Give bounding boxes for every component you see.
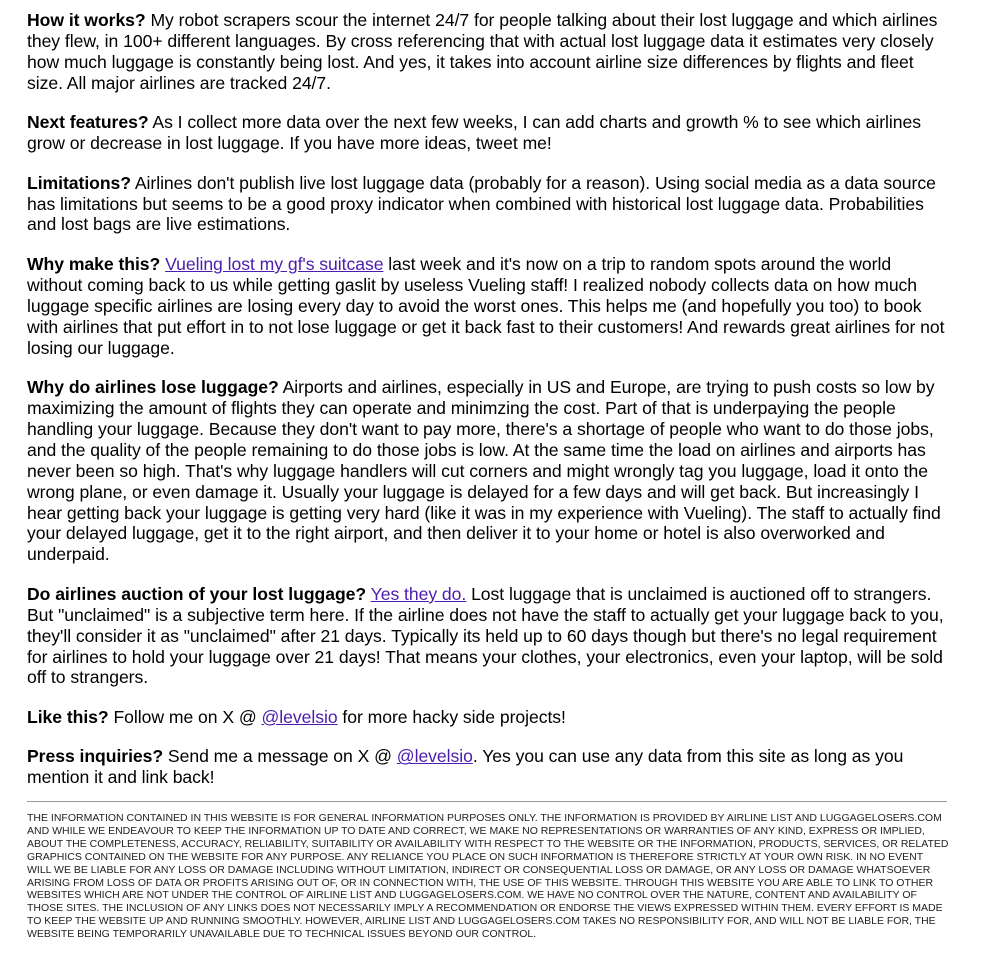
faq-next-features (27, 112, 949, 154)
legal-disclaimer: THE INFORMATION CONTAINED IN THIS WEBSITE IS FOR GENERAL INFORMATION PURPOSES ONLY. THE INFORMATION IS PROVIDED BY AIRLINE LIST AND LUGGAGELOSERS.COM AND WHILE WE ENDEAVOUR TO KEEP THE INFORMATION UP TO DATE AND CORRECT, WE MAKE NO REPRESENTATIONS OR WARRANTIES OF ANY KIND, EXPRESS OR IMPLIED, ABOUT THE COMPLETENESS, ACCURACY, RELIABILITY, SUITABILITY OR AVAILABILITY WITH RESPECT TO THE WEBSITE OR THE INFORMATION, PRODUCTS, SERVICES, OR RELATED GRAPHICS CONTAINED ON THE WEBSITE FOR ANY PURPOSE. ANY RELIANCE YOU PLACE ON SUCH INFORMATION IS THEREFORE STRICTLY AT YOUR OWN RISK. IN NO EVENT WILL WE BE LIABLE FOR ANY LOSS OR DAMAGE INCLUDING WITHOUT LIMITATION, INDIRECT OR CONSEQUENTIAL LOSS OR DAMAGE, OR ANY LOSS OR DAMAGE WHATSOEVER ARISING FROM LOSS OF DATA OR PROFITS ARISING OUT OF, OR IN CONNECTION WITH, THE USE OF THIS WEBSITE. THROUGH THIS WEBSITE YOU ARE ABLE TO LINK TO OTHER WEBSITES WHICH ARE NOT UNDER THE CONTROL OF AIRLINE LIST AND LUGGAGELOSERS.COM. WE HAVE NO CONTROL OVER THE NATURE, CONTENT AND AVAILABILITY OF THOSE SITES. THE INCLUSION OF ANY LINKS DOES NOT NECESSARILY IMPLY A RECOMMENDATION OR ENDORSE THE VIEWS EXPRESSED WITHIN THEM. EVERY EFFORT IS MADE TO KEEP THE WEBSITE UP AND RUNNING SMOOTHLY. HOWEVER, AIRLINE LIST AND LUGGAGELOSERS.COM TAKES NO RESPONSIBILITY FOR, AND WILL NOT BE LIABLE FOR, THE WEBSITE BEING TEMPORARILY UNAVAILABLE DUE TO TECHNICAL ISSUES BEYOND OUR CONTROL. (27, 812, 949, 941)
footer-divider (27, 801, 947, 802)
faq-heading: Why make this? (27, 253, 161, 274)
faq-body: Airlines don't publish live lost luggage data (probably for a reason). Using social media as a data source has limitations but seems to be a good proxy indicator when combined with historical lost luggage data. Probabilities and lost bags are live estimations. (27, 172, 936, 235)
vueling-suitcase-link[interactable]: Vueling lost my gf's suitcase (165, 253, 384, 274)
faq-heading: Next features? (27, 112, 149, 133)
faq-body: As I collect more data over the next few weeks, I can add charts and growth % to see which airlines grow or decrease in lost luggage. If you have more ideas, tweet me! (27, 112, 921, 154)
faq-press (27, 746, 949, 788)
faq-heading: How it works? (27, 10, 146, 30)
faq-auction (27, 584, 949, 689)
faq-heading: Like this? (27, 706, 109, 727)
faq-heading: Do airlines auction of your lost luggage? (27, 583, 367, 604)
faq-content (27, 10, 949, 807)
yes-they-do-link[interactable]: Yes they do. (370, 583, 467, 604)
faq-body: Send me a message on X @ (163, 746, 397, 767)
faq-body: Airports and airlines, especially in US and Europe, are trying to push costs so low by maximizing the amount of flights they can operate and minimzing the cost. Part of that is underpaying the people handling your luggage. Because they don't want to pay more, there's a shortage of people who want to do those jobs, and the quality of the people remaining to do those jobs is low. At the same time the load on airlines and airports has never been so high. That's why luggage handlers will cut corners and might wrongly tag you luggage, load it onto the wrong plane, or even damage it. Usually your luggage is delayed for a few days and will get back. But increasingly I hear getting back your luggage is getting very hard (like it was in my experience with Vueling). The staff to actually find your delayed luggage, get it to the right airport, and then deliver it to your home or hotel is also overworked and underpaid. (27, 377, 941, 565)
faq-heading: Press inquiries? (27, 746, 164, 767)
faq-body: . Yes you can use any data from this site as long as you mention it and link back! (27, 746, 904, 788)
faq-body: last week and it's now on a trip to random spots around the world without coming back to us while getting gaslit by useless Vueling staff! I realized nobody collects data on how much luggage specific airlines are losing every day to avoid the worst ones. This helps me (and hopefully you too) to book with airlines that put effort in to not lose luggage or get it back fast to their customers! And rewards great airlines for not losing our luggage. (27, 253, 945, 358)
faq-body: My robot scrapers scour the internet 24/7 for people talking about their lost luggage and which airlines they flew, in 100+ different languages. By cross referencing that with actual lost luggage data it estimates very closely how much luggage is constantly being lost. And yes, it takes into account airline size differences by flights and fleet size. All major airlines are tracked 24/7. (27, 10, 938, 93)
faq-heading: Limitations? (27, 172, 131, 193)
faq-limitations (27, 173, 949, 236)
faq-body: Follow me on X @ (108, 706, 262, 727)
levelsio-link[interactable]: @levelsio (261, 706, 338, 727)
faq-body: for more hacky side projects! (337, 706, 566, 727)
faq-body: Lost luggage that is unclaimed is auctioned off to strangers. But "unclaimed" is a subjective term here. If the airline does not have the staff to actually get your luggage back to you, they'll consider it as "unclaimed" after 21 days. Typically its held up to 60 days though but there's no legal requirement for airlines to hold your luggage over 21 days! That means your clothes, your electronics, even your laptop, will be sold off to strangers. (27, 583, 944, 688)
faq-why-lose-luggage (27, 377, 949, 565)
faq-like-this (27, 707, 949, 728)
levelsio-press-link[interactable]: @levelsio (396, 746, 473, 767)
faq-how-it-works (27, 10, 949, 94)
faq-heading: Why do airlines lose luggage? (27, 377, 279, 398)
faq-why-make-this (27, 254, 949, 359)
